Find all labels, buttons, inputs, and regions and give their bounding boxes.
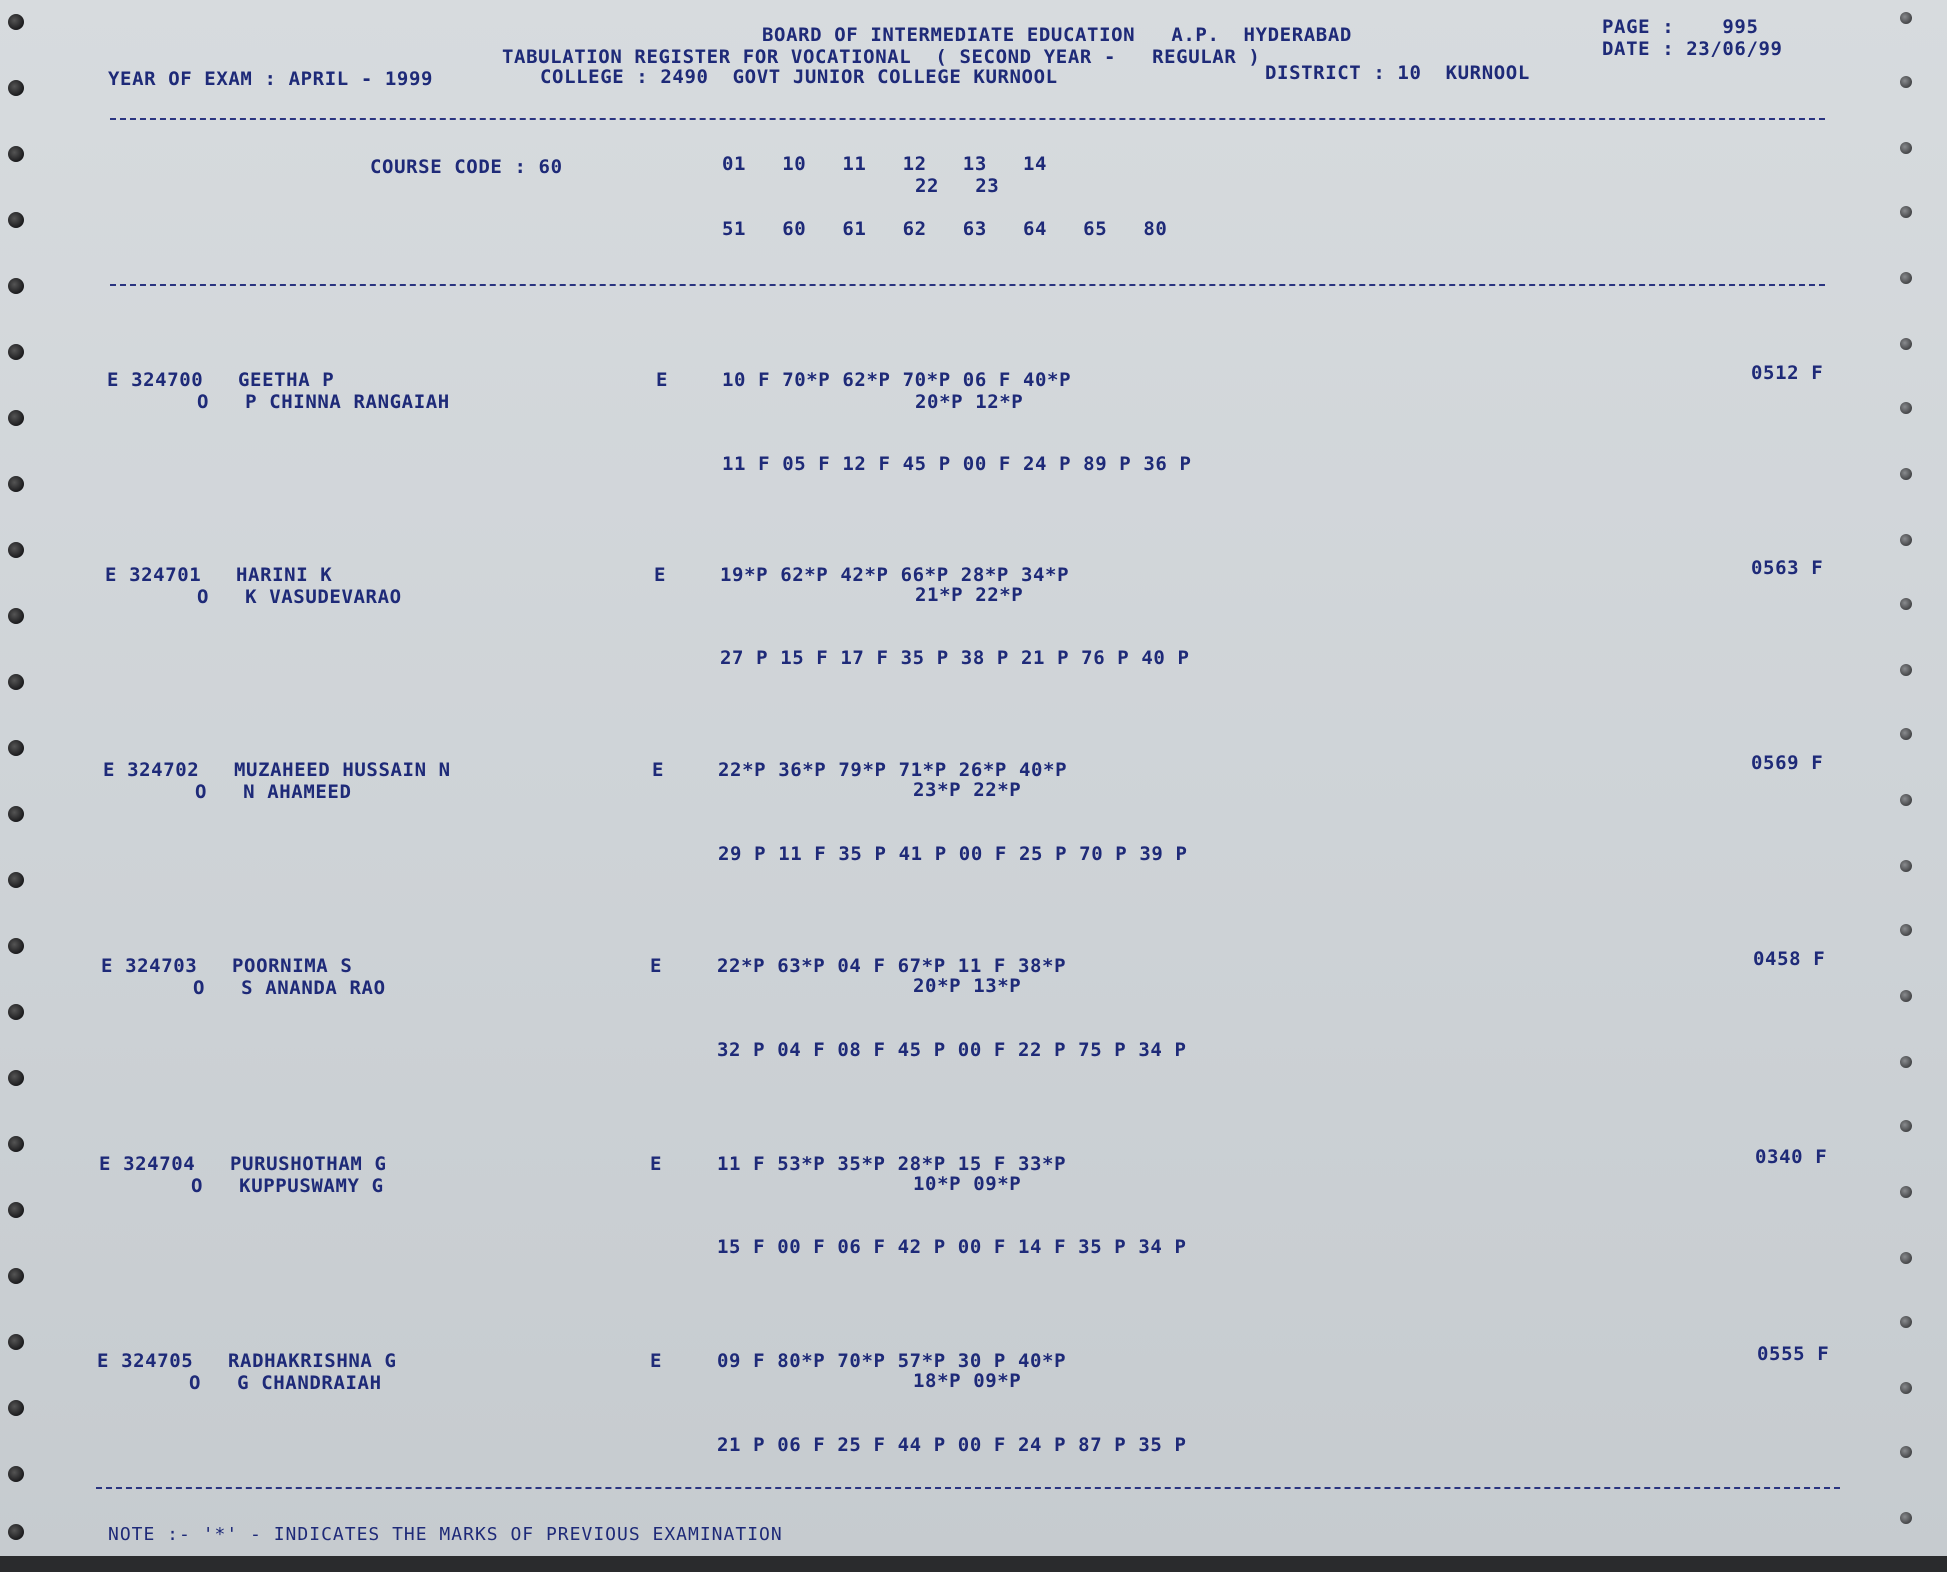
marks-part1-extra: 20*P 13*P — [913, 975, 1022, 997]
total-result: 0555 F — [1757, 1343, 1830, 1365]
student-name: HARINI K — [236, 564, 333, 586]
marks-part2: 21 P 06 F 25 F 44 P 00 F 24 P 87 P 35 P — [717, 1434, 1187, 1456]
marks-part1: 22*P 36*P 79*P 71*P 26*P 40*P — [718, 759, 1068, 781]
medium: E — [650, 955, 663, 977]
marks-part1-extra: 10*P 09*P — [913, 1173, 1022, 1195]
medium: E — [656, 369, 669, 391]
marks-part1-extra: 20*P 12*P — [915, 391, 1024, 413]
district-info: DISTRICT : 10 KURNOOL — [1265, 62, 1530, 84]
footer-note: NOTE :- '*' - INDICATES THE MARKS OF PREVIOUS EXAMINATION — [108, 1524, 783, 1545]
total-result: 0563 F — [1751, 557, 1824, 579]
print-date: DATE : 23/06/99 — [1602, 38, 1783, 60]
roll-number: E 324701 — [105, 564, 202, 586]
total-result: 0569 F — [1751, 752, 1824, 774]
marks-part1: 19*P 62*P 42*P 66*P 28*P 34*P — [720, 564, 1070, 586]
marks-part1: 10 F 70*P 62*P 70*P 06 F 40*P — [722, 369, 1072, 391]
left-tractor-holes — [8, 0, 48, 1556]
medium: E — [650, 1153, 663, 1175]
right-tractor-holes — [1900, 0, 1940, 1556]
roll-number: E 324702 — [103, 759, 200, 781]
marks-part2: 32 P 04 F 08 F 45 P 00 F 22 P 75 P 34 P — [717, 1039, 1187, 1061]
footer-divider — [96, 1487, 1840, 1489]
total-result: 0512 F — [1751, 362, 1824, 384]
marks-part2: 15 F 00 F 06 F 42 P 00 F 14 F 35 P 34 P — [717, 1236, 1187, 1258]
page-bottom-edge — [0, 1556, 1947, 1572]
student-name: GEETHA P — [238, 369, 335, 391]
year-of-exam: YEAR OF EXAM : APRIL - 1999 — [108, 68, 434, 90]
marks-part2: 27 P 15 F 17 F 35 P 38 P 21 P 76 P 40 P — [720, 647, 1190, 669]
roll-number: E 324700 — [107, 369, 204, 391]
student-name: PURUSHOTHAM G — [230, 1153, 387, 1175]
marks-part1: 11 F 53*P 35*P 28*P 15 F 33*P — [717, 1153, 1067, 1175]
marks-part1-extra: 21*P 22*P — [915, 584, 1024, 606]
parent-name: O N AHAMEED — [195, 781, 352, 803]
register-title: TABULATION REGISTER FOR VOCATIONAL ( SECOND YEAR - REGULAR ) — [502, 46, 1261, 68]
board-title: BOARD OF INTERMEDIATE EDUCATION A.P. HYDERABAD — [762, 24, 1352, 46]
college-info: COLLEGE : 2490 GOVT JUNIOR COLLEGE KURNOOL — [540, 66, 1058, 88]
medium: E — [654, 564, 667, 586]
marks-part2: 29 P 11 F 35 P 41 P 00 F 25 P 70 P 39 P — [718, 843, 1188, 865]
parent-name: O P CHINNA RANGAIAH — [197, 391, 450, 413]
page-number: PAGE : 995 — [1602, 16, 1759, 38]
student-name: MUZAHEED HUSSAIN N — [234, 759, 451, 781]
course-code: COURSE CODE : 60 — [370, 156, 563, 178]
roll-number: E 324705 — [97, 1350, 194, 1372]
total-result: 0340 F — [1755, 1146, 1828, 1168]
roll-number: E 324703 — [101, 955, 198, 977]
parent-name: O S ANANDA RAO — [193, 977, 386, 999]
student-name: RADHAKRISHNA G — [228, 1350, 397, 1372]
roll-number: E 324704 — [99, 1153, 196, 1175]
parent-name: O G CHANDRAIAH — [189, 1372, 382, 1394]
marks-part1-extra: 23*P 22*P — [913, 779, 1022, 801]
total-result: 0458 F — [1753, 948, 1826, 970]
subject-codes-row3: 51 60 61 62 63 64 65 80 — [722, 218, 1168, 240]
medium: E — [650, 1350, 663, 1372]
subject-codes-row2: 22 23 — [915, 175, 1000, 197]
medium: E — [652, 759, 665, 781]
marks-part2: 11 F 05 F 12 F 45 P 00 F 24 P 89 P 36 P — [722, 453, 1192, 475]
student-name: POORNIMA S — [232, 955, 353, 977]
header-divider — [110, 118, 1825, 120]
marks-part1: 09 F 80*P 70*P 57*P 30 P 40*P — [717, 1350, 1067, 1372]
parent-name: O KUPPUSWAMY G — [191, 1175, 384, 1197]
course-divider — [110, 284, 1825, 286]
marks-part1-extra: 18*P 09*P — [913, 1370, 1022, 1392]
subject-codes-row1: 01 10 11 12 13 14 — [722, 153, 1048, 175]
parent-name: O K VASUDEVARAO — [197, 586, 402, 608]
marks-part1: 22*P 63*P 04 F 67*P 11 F 38*P — [717, 955, 1067, 977]
